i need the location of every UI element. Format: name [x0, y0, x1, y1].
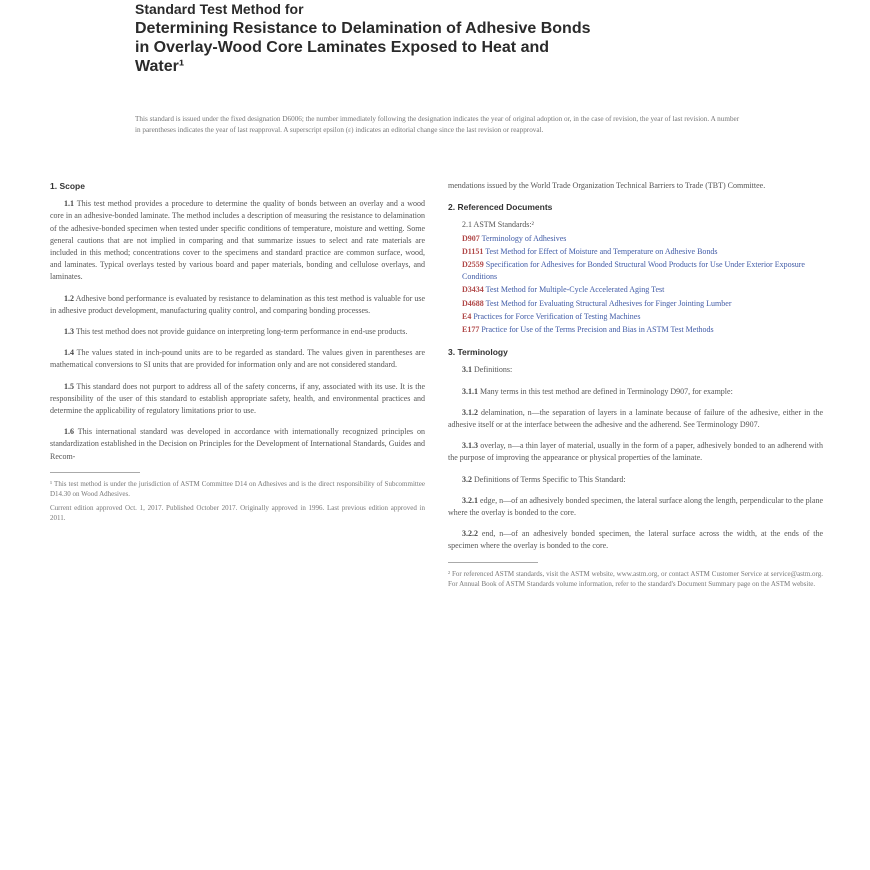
paragraph-number: 1.5 — [64, 381, 74, 391]
paragraph-number: 1.2 — [64, 293, 74, 303]
paragraph — [50, 326, 425, 338]
paragraph-number: 3.1.2 — [462, 407, 478, 417]
paragraph-number: 3.1 — [462, 365, 472, 375]
reference-code[interactable]: D907 — [462, 233, 480, 243]
reference-title[interactable]: Test Method for Evaluating Structural Adhesives for Finger Jointing Lumber — [485, 298, 732, 308]
paragraph-number: 3.2.2 — [462, 529, 478, 539]
paragraph-text: Definitions: — [474, 365, 513, 375]
paragraph-number: 1.4 — [64, 348, 74, 358]
title-line-3: in Overlay-Wood Core Laminates Exposed to Heat and — [135, 39, 550, 56]
reference-title[interactable]: Specification for Adhesives for Bonded Structural Wood Products for Use Under Exterior Exposure Conditions — [462, 260, 805, 282]
reference-subheading: 2.1 ASTM Standards:² — [462, 220, 534, 230]
paragraph — [448, 528, 823, 552]
footnote-divider — [50, 472, 140, 473]
reference-code[interactable]: D1151 — [462, 246, 484, 256]
left-column — [50, 180, 425, 527]
right-column — [448, 180, 823, 593]
paragraph-text: This international standard was developed in accordance with internationally recognized principles on standardization established in the Decision on Principles for the Development of International Standards, Guides and Recom- — [50, 427, 425, 461]
footnote: ¹ This test method is under the jurisdiction of ASTM Committee D14 on Adhesives and is the direct responsibility of Subcommittee D14.30 on Wood Adhesives. — [50, 479, 425, 498]
title-line-4: Water¹ — [135, 58, 185, 75]
reference-code[interactable]: D2559 — [462, 260, 484, 270]
paragraph-number: 1.3 — [64, 327, 74, 337]
reference-code[interactable]: E4 — [462, 311, 472, 321]
paragraph-text: overlay, n—a thin layer of material, usually in the form of a paper, adhesively bonded to an adherend with the purpose of improving the appearance or physical properties of the laminate. — [448, 441, 824, 463]
paragraph-text: edge, n—of an adhesively bonded specimen, the lateral surface along the length, perpendicular to the plane where the overlay is bonded to the core. — [448, 495, 824, 518]
reference-link[interactable] — [448, 284, 823, 296]
paragraph-text: This standard does not purport to address all of the safety concerns, if any, associated with its use. It is the responsibility of the user of this standard to establish appropriate safety, health, and environmental practices and determine the applicability of regulatory limitations prior to use. — [50, 381, 425, 416]
paragraph-number: 3.1.1 — [462, 386, 478, 396]
reference-link[interactable] — [448, 233, 823, 245]
reference-code[interactable]: E177 — [462, 325, 480, 335]
paragraph — [448, 440, 823, 464]
reference-list — [448, 219, 823, 336]
paragraph-number: 1.1 — [64, 199, 74, 209]
paragraph-text: end, n—of an adhesively bonded specimen, the lateral surface across the width, at the ends of the specimen where the overlay is bonded to the core. — [448, 529, 823, 551]
carryover-paragraph: mendations issued by the World Trade Organization Technical Barriers to Trade (TBT) Committee. — [448, 181, 766, 190]
footnote: Current edition approved Oct. 1, 2017. Published October 2017. Originally approved in 1996. Last previous edition approved in 2011. — [50, 503, 425, 522]
paragraph — [50, 347, 425, 371]
document-title — [135, 0, 755, 76]
reference-title[interactable]: Terminology of Adhesives — [481, 233, 567, 243]
paragraph — [50, 381, 425, 418]
paragraph-number: 3.1.3 — [462, 441, 478, 451]
reference-code[interactable]: D3434 — [462, 285, 484, 295]
paragraph — [50, 426, 425, 463]
paragraph — [50, 293, 425, 317]
paragraph — [448, 495, 823, 519]
paragraph — [448, 386, 823, 398]
paragraph-text: Many terms in this test method are defined in Terminology D907, for example: — [480, 386, 733, 396]
paragraph — [448, 474, 823, 486]
section-heading-terminology: 3. Terminology — [448, 347, 508, 358]
paragraph — [448, 407, 823, 431]
paragraph-number: 3.2 — [462, 474, 472, 484]
reference-title[interactable]: Test Method for Effect of Moisture and Temperature on Adhesive Bonds — [485, 246, 718, 256]
footnote: ² For referenced ASTM standards, visit the ASTM website, www.astm.org, or contact ASTM Customer Service at service@astm.org. For Annual Book of ASTM Standards volume information, refer to the standard's Document Summary page on the ASTM website. — [448, 569, 823, 588]
reference-code[interactable]: D4688 — [462, 298, 484, 308]
title-line-2: Determining Resistance to Delamination of Adhesive Bonds — [135, 20, 591, 37]
paragraph-text: Adhesive bond performance is evaluated by resistance to delamination as this test method is valuable for use in adhesive product development, manufacturing quality control, and comparing bonding processes. — [50, 293, 425, 315]
title-line-1: Standard Test Method for — [135, 1, 304, 17]
paragraph-text: The values stated in inch-pound units are to be regarded as standard. The values given in parentheses are mathematical conversions to SI units that are provided for information only and are not considered standard. — [50, 348, 425, 370]
reference-title[interactable]: Practice for Use of the Terms Precision and Bias in ASTM Test Methods — [481, 325, 714, 335]
paragraph-text: This test method provides a procedure to determine the quality of bonds between an overlay and a wood core in an adhesive-bonded laminate. The method includes a description of measuring the resistance to delamination of the adhesive-bonded specimen when tested under specific conditions of temperature, moisture and wetting. Some general cautions that are not implied in comparing and that summarize issues to select and rate materials are included in this method; concentrations cover to the specimens and standard practice are common surface, wood, and laminates. Typical overlays tested by various board and paper materials, bonding and cellulose overlays, and laminates. — [50, 199, 425, 282]
section-heading-scope: 1. Scope — [50, 181, 85, 191]
reference-title[interactable]: Test Method for Multiple-Cycle Accelerated Aging Test — [485, 285, 665, 295]
footnote-divider — [448, 562, 538, 563]
section-heading-referenced-documents: 2. Referenced Documents — [448, 202, 553, 213]
reference-title[interactable]: Practices for Force Verification of Testing Machines — [473, 311, 641, 321]
paragraph-text: delamination, n—the separation of layers in a laminate because of failure of the adhesive, either in the adhesive itself or at the interface between the adhesive and the adherend. See Terminology D907. — [448, 407, 824, 430]
document-abstract: This standard is issued under the fixed designation D6006; the number immediately following the designation indicates the year of original adoption or, in the case of revision, the year of last revision. A number in parentheses indicates the year of last reapproval. A superscript epsilon (ε) indicates an editorial change since the last revision or reapproval. — [135, 115, 740, 134]
paragraph — [50, 198, 425, 283]
paragraph — [448, 364, 823, 376]
reference-link[interactable] — [448, 298, 823, 310]
reference-link[interactable] — [448, 324, 823, 336]
reference-link[interactable] — [448, 311, 823, 323]
paragraph-number: 1.6 — [64, 427, 74, 437]
reference-link[interactable] — [448, 259, 823, 283]
paragraph-number: 3.2.1 — [462, 495, 478, 505]
reference-link[interactable] — [448, 246, 823, 258]
paragraph-text: Definitions of Terms Specific to This Standard: — [474, 474, 626, 484]
paragraph-text: This test method does not provide guidance on interpreting long-term performance in end-use products. — [75, 327, 408, 337]
